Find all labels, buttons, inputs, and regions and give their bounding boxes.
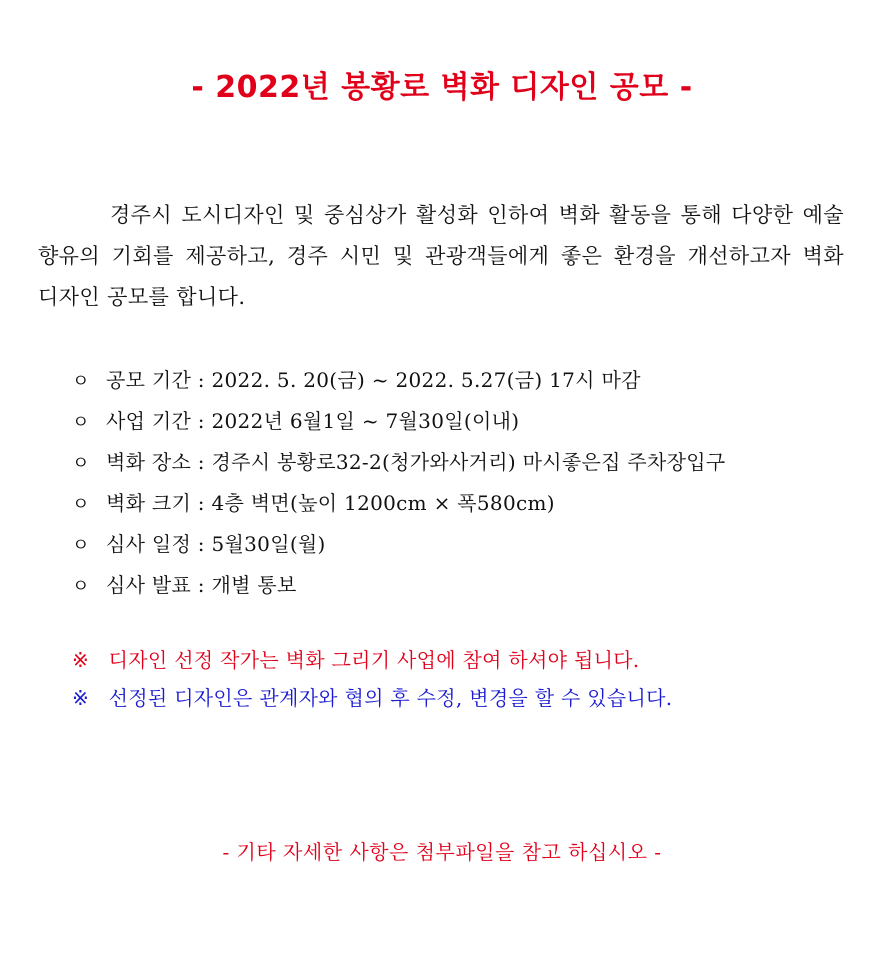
detail-label: 심사 일정 bbox=[106, 532, 192, 556]
detail-separator: : bbox=[191, 409, 212, 433]
detail-separator: : bbox=[191, 450, 212, 474]
intro-paragraph: 경주시 도시디자인 및 중심상가 활성화 인하여 벽화 활동을 통해 다양한 예술 향유의 기회를 제공하고, 경주 시민 및 관광객들에게 좋은 환경을 개선하고자 벽화 디자인 공모를 합니다. bbox=[38, 203, 844, 309]
bullet-icon: ㅇ bbox=[72, 576, 90, 597]
detail-separator: : bbox=[191, 532, 212, 556]
detail-label: 사업 기간 bbox=[106, 409, 192, 433]
footer-note: - 기타 자세한 사항은 첨부파일을 참고 하십시오 - bbox=[222, 840, 662, 864]
detail-value: 2022년 6월1일 ~ 7월30일(이내) bbox=[211, 409, 520, 433]
detail-item-mural-location bbox=[72, 446, 862, 487]
detail-item-mural-size bbox=[72, 487, 862, 528]
detail-item-review-schedule bbox=[72, 528, 862, 569]
details-list bbox=[72, 364, 862, 610]
note-text: 선정된 디자인은 관계자와 협의 후 수정, 변경을 할 수 있습니다. bbox=[108, 686, 673, 710]
detail-label: 심사 발표 bbox=[106, 573, 192, 597]
reference-mark-icon: ※ bbox=[72, 648, 90, 672]
detail-item-application-period bbox=[72, 364, 862, 405]
detail-separator: : bbox=[191, 368, 212, 392]
bullet-icon: ㅇ bbox=[72, 494, 90, 515]
reference-mark-icon: ※ bbox=[72, 686, 90, 710]
detail-label: 벽화 장소 bbox=[106, 450, 192, 474]
bullet-icon: ㅇ bbox=[72, 412, 90, 433]
detail-value: 개별 통보 bbox=[211, 573, 297, 597]
detail-label: 공모 기간 bbox=[106, 368, 192, 392]
note-artist-participation bbox=[72, 644, 862, 682]
notes-section bbox=[72, 644, 862, 720]
note-text: 디자인 선정 작가는 벽화 그리기 사업에 참여 하셔야 됩니다. bbox=[108, 648, 640, 672]
detail-label: 벽화 크기 bbox=[106, 491, 192, 515]
detail-value: 4층 벽면(높이 1200cm × 폭580cm) bbox=[211, 491, 555, 515]
detail-item-result-announcement bbox=[72, 569, 862, 610]
document-title: - 2022년 봉황로 벽화 디자인 공모 - bbox=[191, 70, 693, 105]
detail-value: 경주시 봉황로32-2(청가와사거리) 마시좋은집 주차장입구 bbox=[211, 450, 726, 474]
bullet-icon: ㅇ bbox=[72, 535, 90, 556]
detail-separator: : bbox=[191, 491, 212, 515]
detail-value: 5월30일(월) bbox=[211, 532, 326, 556]
detail-value: 2022. 5. 20(금) ~ 2022. 5.27(금) 17시 마감 bbox=[211, 368, 641, 392]
detail-item-project-period bbox=[72, 405, 862, 446]
note-design-modification bbox=[72, 682, 862, 720]
bullet-icon: ㅇ bbox=[72, 371, 90, 392]
bullet-icon: ㅇ bbox=[72, 453, 90, 474]
detail-separator: : bbox=[191, 573, 212, 597]
